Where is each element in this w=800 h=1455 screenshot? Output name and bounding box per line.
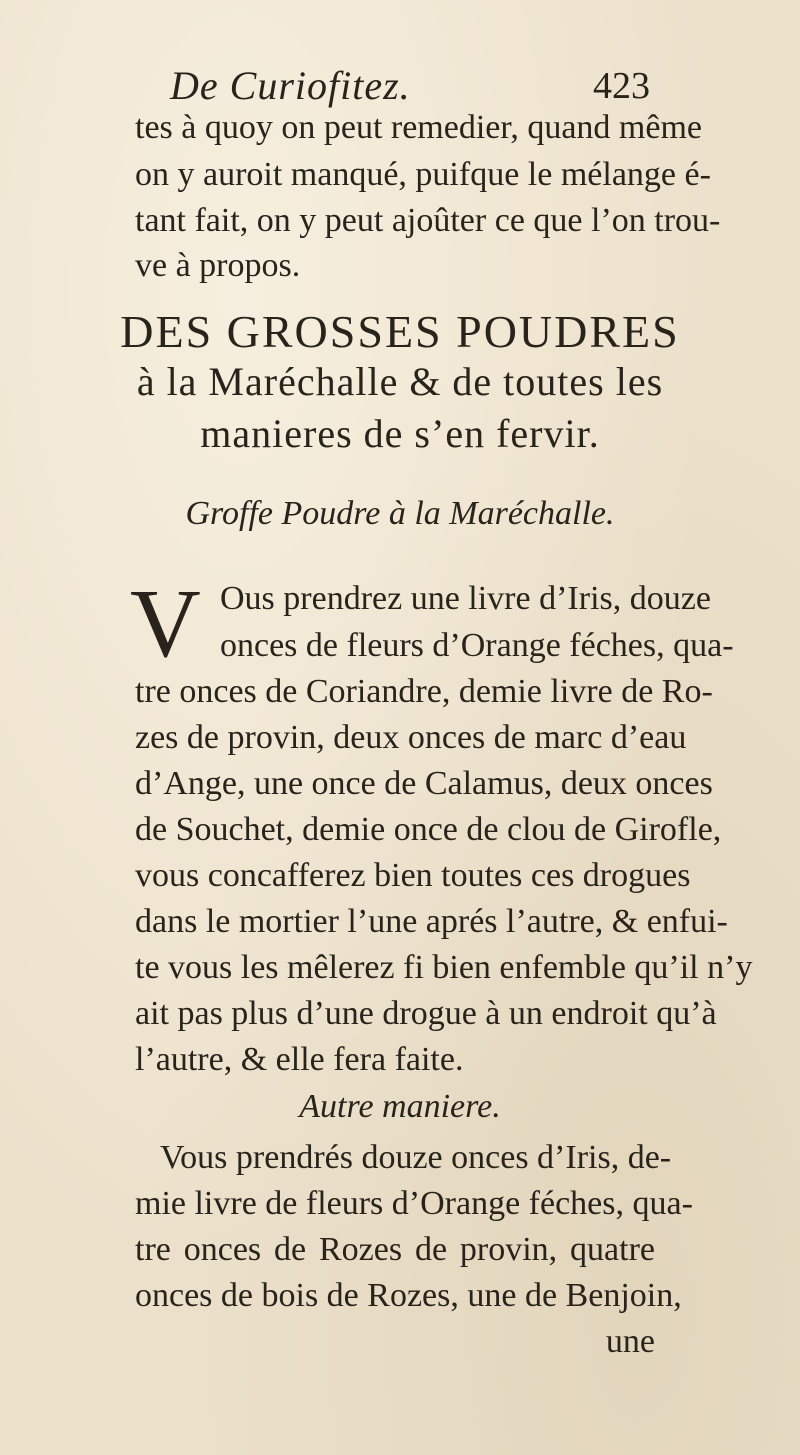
text-line: tre onces de Coriandre, demie livre de Ro- [135,673,713,710]
text-line: tant fait, on y peut ajoûter ce que l’on trou- [135,202,721,239]
text-line: zes de provin, deux onces de marc d’eau [135,719,687,756]
text-line: mie livre de fleurs d’Orange féches, qua- [135,1185,693,1222]
text-line: te vous les mêlerez fi bien enfemble qu’il n’y [135,949,753,986]
text-line: tes à quoy on peut remedier, quand même [135,109,703,146]
section-title: DES GROSSES POUDRES [120,306,680,357]
text-line: de Souchet, demie once de clou de Girofle, [135,811,722,848]
drop-cap: V [130,570,201,678]
page-number: 423 [593,65,650,107]
running-title: De Curiofitez. [170,63,411,108]
text-line: on y auroit manqué, puifque le mélange é- [135,156,711,193]
text-line: ve à propos. [135,247,301,284]
text-line: ait pas plus d’une drogue à un endroit qu’à [135,995,717,1032]
running-head [170,62,650,112]
section-subtitle: à la Maréchalle & de toutes les [136,359,664,404]
recipe-heading: Groffe Poudre à la Maréchalle. [185,495,615,532]
text-line: Vous prendrés douze onces d’Iris, de- [160,1139,672,1176]
text-line: d’Ange, une once de Calamus, deux onces [135,765,713,802]
section-subtitle: manieres de s’en fervir. [200,411,600,456]
text-line: onces de bois de Rozes, une de Benjoin, [135,1277,682,1314]
text-line: onces de fleurs d’Orange féches, qua- [220,627,734,664]
recipe-heading: Autre maniere. [299,1088,501,1125]
text-line: tre onces de Rozes de provin, quatre [135,1231,655,1268]
text-line: dans le mortier l’une aprés l’autre, & enfui- [135,903,728,940]
catchword: une [605,1323,655,1360]
text-line: vous concafferez bien toutes ces drogues [135,857,691,894]
text-line: Ous prendrez une livre d’Iris, douze [220,580,711,617]
text-line: l’autre, & elle fera faite. [135,1041,464,1078]
